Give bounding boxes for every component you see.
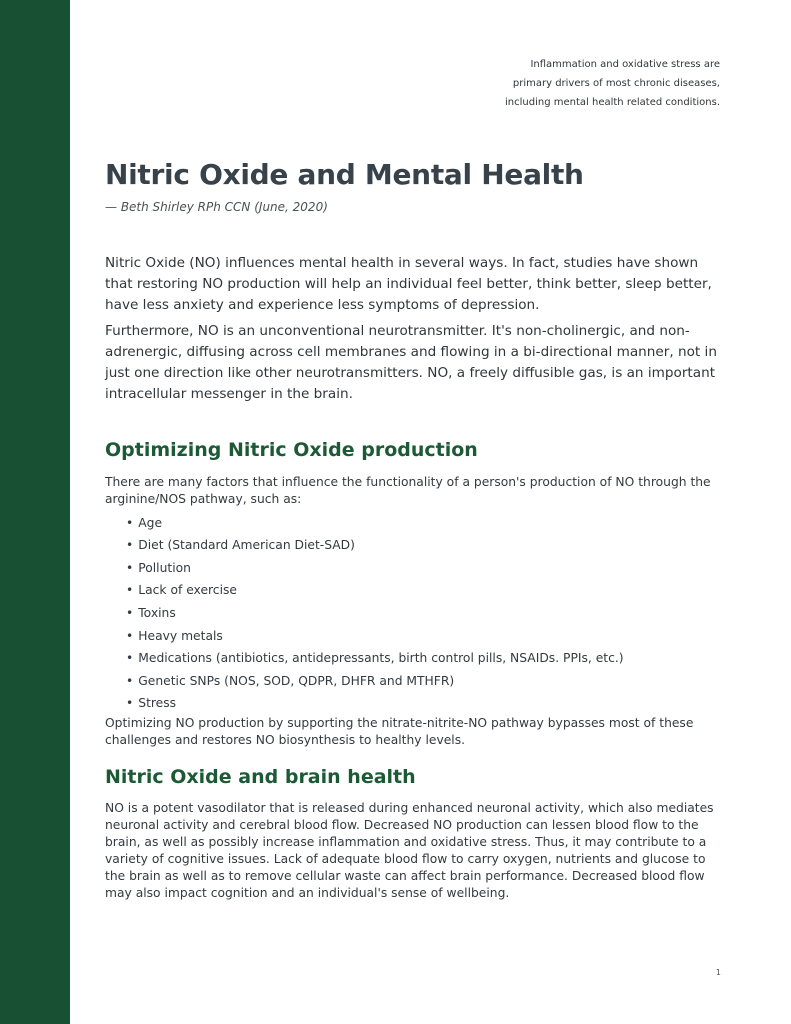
factors-closing-paragraph: Optimizing NO production by supporting the nitrate-nitrite-NO pathway bypasses most of these challenges and restores NO biosynthesis to healthy levels. xyxy=(105,715,694,747)
list-item: • Age xyxy=(126,512,725,535)
article-byline: — Beth Shirley RPh CCN (June, 2020) xyxy=(105,200,328,214)
green-sidebar xyxy=(0,0,70,1024)
brain-health-paragraph: NO is a potent vasodilator that is released during enhanced neuronal activity, which also mediates neuronal activity and cerebral blood flow. Decreased NO production can lessen blood flow to the brain, as well as possibly increase inflammation and oxidative stress. Thus, it may contribute to a variety of cognitive issues. Lack of adequate blood flow to carry oxygen, nutrients and glucose to the brain as well as to remove cellular waste can affect brain performance. Decreased blood flow may also impact cognition and an individual's sense of wellbeing. xyxy=(105,800,714,900)
factors-lead-paragraph: There are many factors that influence the functionality of a person's production of NO through the arginine/NOS pathway, such as: xyxy=(105,474,711,506)
pull-quote-line: primary drivers of most chronic diseases, xyxy=(512,78,720,89)
list-item: • Stress xyxy=(126,692,725,715)
list-item: • Lack of exercise xyxy=(126,579,725,602)
factors-list xyxy=(105,512,725,715)
list-item: • Medications (antibiotics, antidepressants, birth control pills, NSAIDs. PPIs, etc.) xyxy=(126,647,725,670)
list-item: • Heavy metals xyxy=(126,625,725,648)
intro-paragraph: Furthermore, NO is an unconventional neurotransmitter. It's non-cholinergic, and non-adrenergic, diffusing across cell membranes and flowing in a bi-directional manner, not in just one direction like other neurotransmitters. NO, a freely diffusible gas, is an important intracellular messenger in the brain. xyxy=(105,323,717,402)
list-item: • Toxins xyxy=(126,602,725,625)
list-item: • Diet (Standard American Diet-SAD) xyxy=(126,534,725,557)
pull-quote-line: Inflammation and oxidative stress are xyxy=(530,59,720,70)
list-item: • Genetic SNPs (NOS, SOD, QDPR, DHFR and MTHFR) xyxy=(126,670,725,693)
article xyxy=(105,155,725,902)
article-title: Nitric Oxide and Mental Health xyxy=(105,158,584,191)
pull-quote xyxy=(420,55,720,112)
section-heading-brain-health: Nitric Oxide and brain health xyxy=(105,765,416,788)
section-heading-optimizing: Optimizing Nitric Oxide production xyxy=(105,438,478,461)
intro-paragraph: Nitric Oxide (NO) influences mental health in several ways. In fact, studies have shown that restoring NO production will help an individual feel better, think better, sleep better, have less anxiety and experience less symptoms of depression. xyxy=(105,255,712,313)
list-item: • Pollution xyxy=(126,557,725,580)
pull-quote-line: including mental health related conditions. xyxy=(505,97,720,108)
intro-section xyxy=(105,253,725,405)
page-number: 1 xyxy=(715,968,721,977)
